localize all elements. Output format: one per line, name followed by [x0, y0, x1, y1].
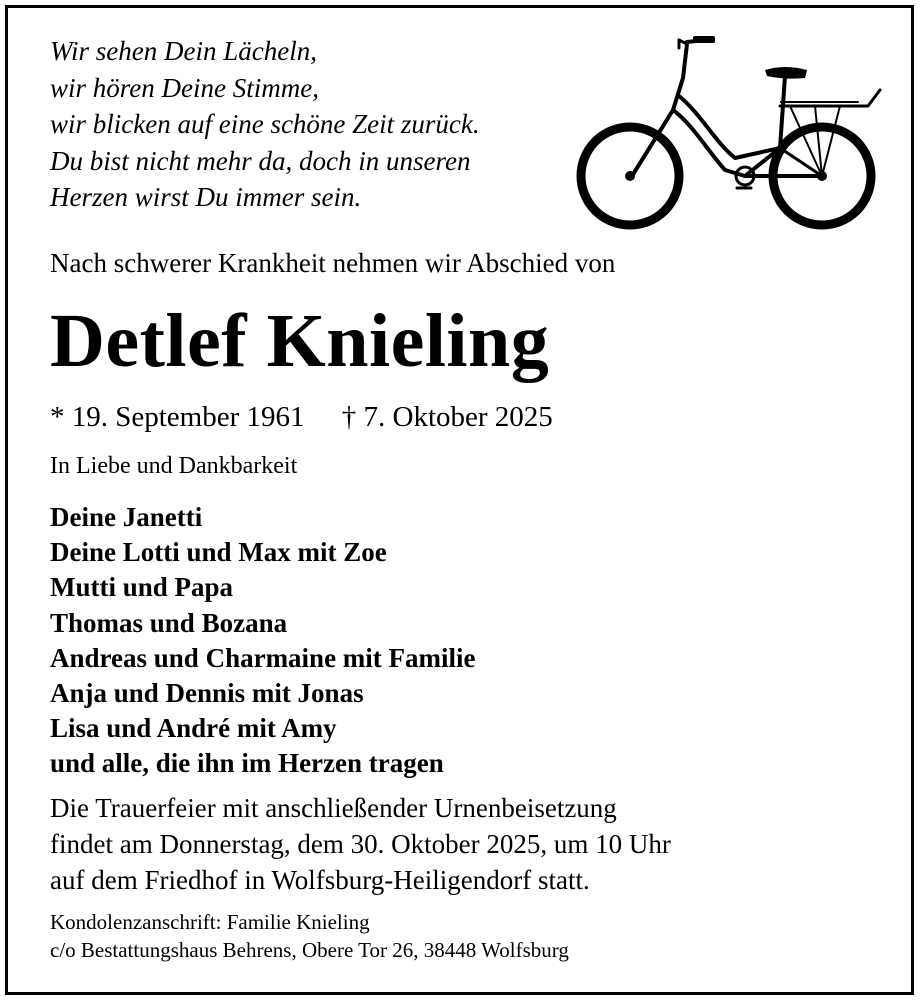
intro-text: Nach schwerer Krankheit nehmen wir Abschied von: [50, 248, 616, 278]
mourner: Anja und Dennis mit Jonas: [50, 678, 364, 709]
life-dates: [50, 401, 553, 434]
service-line: findet am Donnerstag, dem 30. Oktober 2025, um 10 Uhr: [50, 829, 671, 859]
mourner: Deine Lotti und Max mit Zoe: [50, 537, 387, 568]
mourner: Thomas und Bozana: [50, 607, 288, 638]
service-line: auf dem Friedhof in Wolfsburg-Heiligendorf statt.: [50, 865, 590, 895]
mourner: Mutti und Papa: [50, 572, 234, 603]
condolence-line: Kondolenzanschrift: Familie Knieling: [50, 910, 370, 934]
poem-line: Du bist nicht mehr da, doch in unseren: [50, 145, 471, 176]
poem-line: Wir sehen Dein Lächeln,: [50, 36, 317, 66]
poem-line: wir hören Deine Stimme,: [50, 72, 319, 103]
deceased-name: Detlef Knieling: [50, 299, 550, 383]
funeral-service-info: [50, 790, 671, 898]
birth-date: * 19. September 1961: [50, 401, 305, 433]
death-date: † 7. Oktober 2025: [341, 401, 553, 433]
mourner: Lisa und André mit Amy: [50, 713, 337, 744]
service-line: Die Trauerfeier mit anschließender Urnenbeisetzung: [50, 793, 617, 823]
mourner: Andreas und Charmaine mit Familie: [50, 642, 476, 673]
condolence-line: c/o Bestattungshaus Behrens, Obere Tor 26, 38448 Wolfsburg: [50, 938, 569, 962]
mourners-list: [50, 500, 476, 782]
mourner: und alle, die ihn im Herzen tragen: [50, 748, 444, 779]
dedication: In Liebe und Dankbarkeit: [50, 453, 298, 479]
poem-line: wir blicken auf eine schöne Zeit zurück.: [50, 109, 480, 140]
condolence-address: [50, 908, 569, 964]
mourner: Deine Janetti: [50, 502, 203, 532]
poem-line: Herzen wirst Du immer sein.: [50, 182, 362, 213]
bicycle-icon: [575, 30, 885, 235]
poem: [50, 33, 480, 216]
